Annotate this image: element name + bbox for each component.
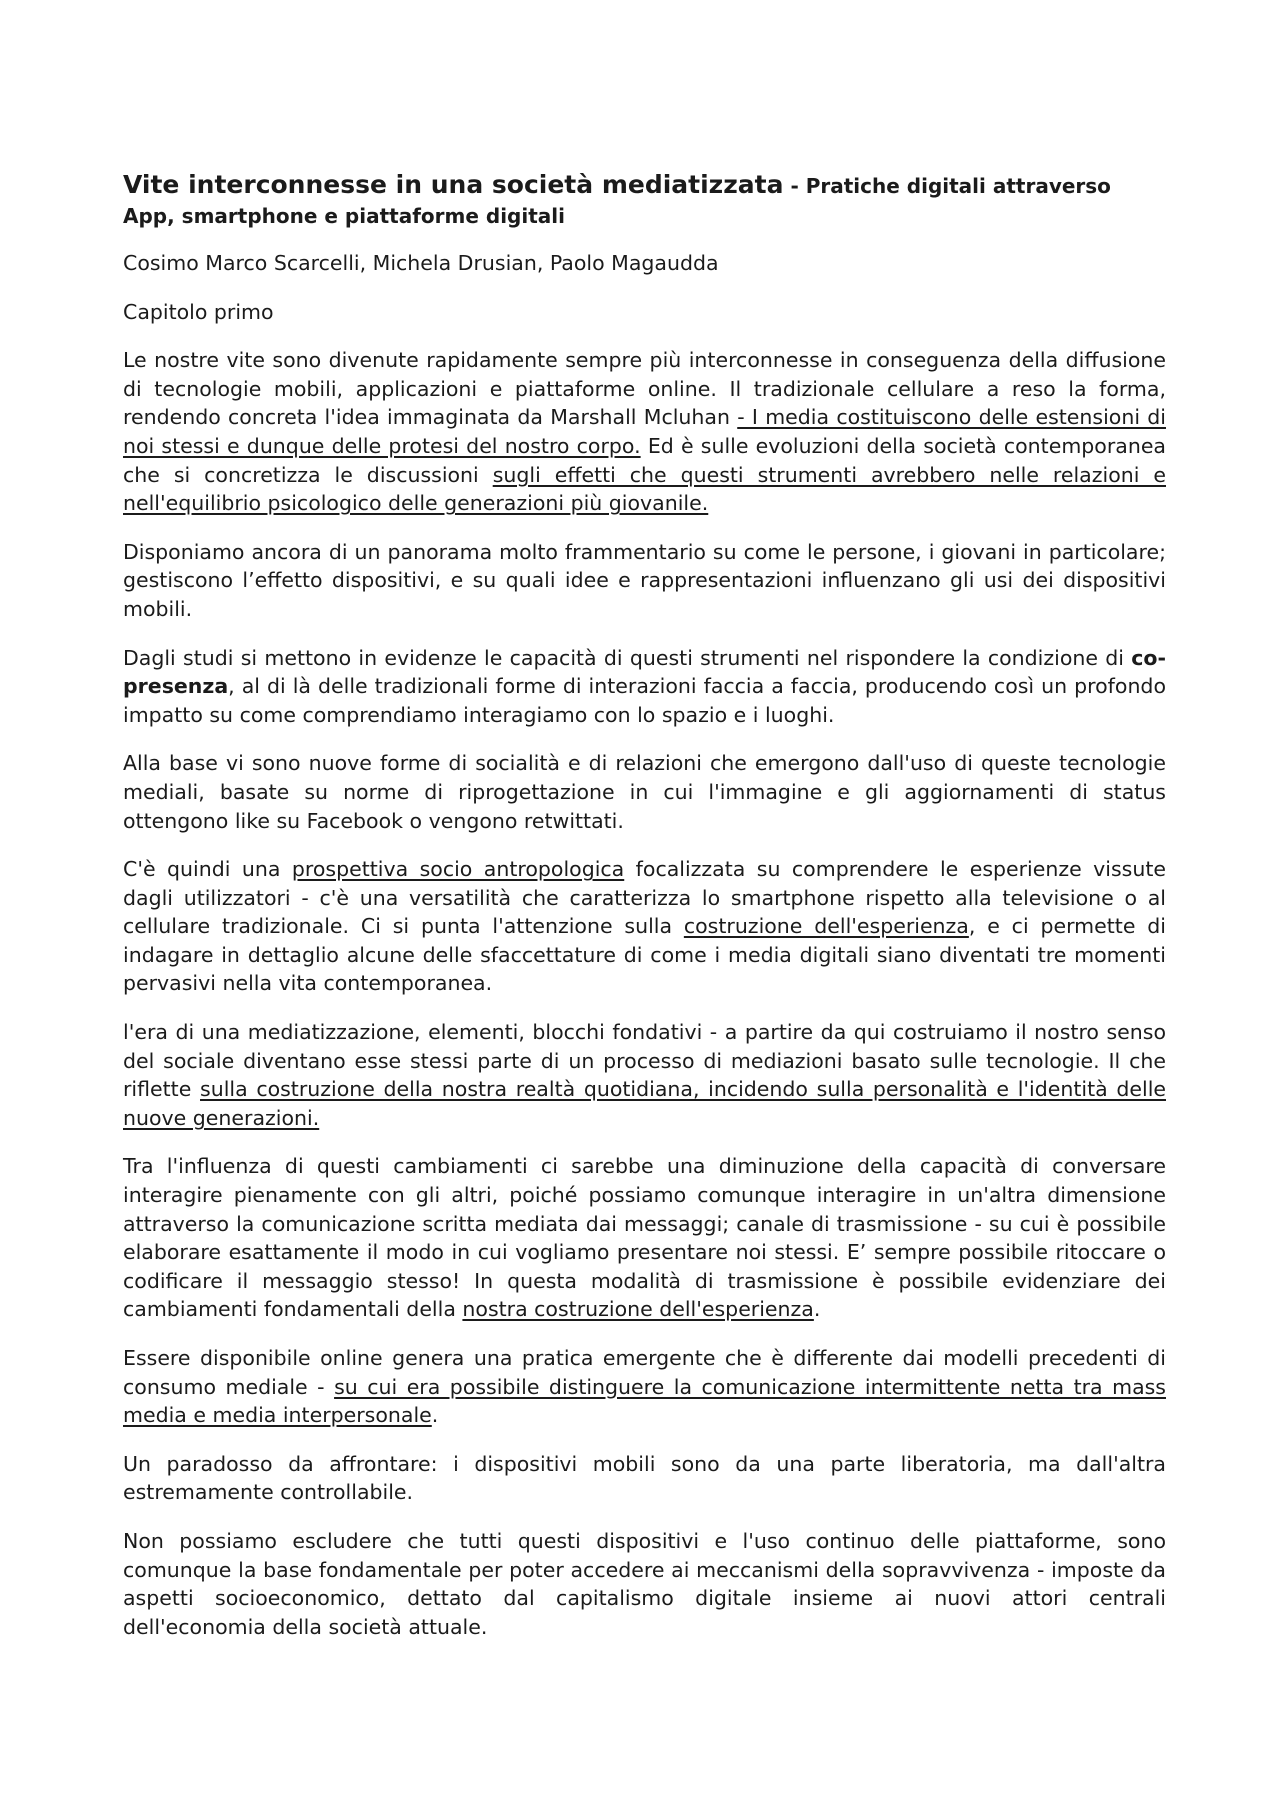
authors-line: Cosimo Marco Scarcelli, Michela Drusian, Paolo Magaudda [123, 251, 719, 275]
paragraph-4: Alla base vi sono nuove forme di socialità e di relazioni che emergono dall'uso di queste tecnologie mediali, basate su norme di riprogettazione in cui l'immagine e gli aggiornamenti di status ottengono like su Facebook o vengono retwittati. [123, 751, 1166, 833]
p5-text-e: , e ci permette di indagare in dettaglio alcune delle sfaccettature di come i media digitali siano diventati tre momenti pervasivi nella vita contemporanea. [123, 914, 1166, 996]
p6-underline-b: sulla costruzione della nostra realtà quotidiana, incidendo sulla personalità e l'identità delle nuove generazioni. [123, 1077, 1166, 1130]
paragraph-8 [123, 1344, 1166, 1430]
p1-text-c: Ed è sulle evoluzioni della società contemporanea che si concretizza le discussioni [123, 433, 1166, 487]
paragraph-5 [123, 855, 1166, 998]
p3-bold-term: co- presenza [123, 645, 1166, 699]
paragraph-6 [123, 1018, 1166, 1132]
p8-text-c: . [431, 1403, 439, 1428]
p7-underline-b: nostra costruzione dell'esperienza [462, 1297, 814, 1322]
p7-text-c: . [813, 1297, 821, 1322]
p6-text-a: l'era di una mediatizzazione, elementi, blocchi fondativi - a partire da qui costruiamo il nostro senso del sociale diventano esse stessi parte di un processo di mediazioni basato sulle tecnologie. Il che riflette [123, 1020, 1166, 1102]
p7-text-a: Tra l'influenza di questi cambiamenti ci sarebbe una diminuzione della capacità di conversare interagire pienamente con gli altri, poiché possiamo comunque interagire in un'altra dimensione attraverso la comunicazione scritta mediata dai messaggi; canale di trasmissione - su cui è possibile elaborare esattamente il modo in cui vogliamo presentare noi stessi. E’ sempre possibile ritoccare o codificare il messaggio stesso! In questa modalità di trasmissione è possibile evidenziare dei cambiamenti fondamentali della [123, 1154, 1166, 1322]
document-title [123, 170, 1166, 231]
paragraph-7 [123, 1152, 1166, 1324]
chapter-heading: Capitolo primo [123, 299, 274, 324]
p8-text-a: Essere disponibile online genera una pratica emergente che è differente dai modelli precedenti di consumo mediale - [123, 1346, 1166, 1399]
paragraph-3 [123, 644, 1166, 730]
document-page [123, 170, 1166, 1661]
paragraph-9: Un paradosso da affrontare: i dispositivi mobili sono da una parte liberatoria, ma dall'altra estremamente controllabile. [123, 1451, 1166, 1505]
p1-text-a: Le nostre vite sono divenute rapidamente sempre più interconnesse in conseguenza della diffusione di tecnologie mobili, applicazioni e piattaforme online. Il tradizionale cellulare a reso la forma, rendendo concreta l'idea immaginata da Marshall Mcluhan [123, 348, 1166, 430]
p8-underline-b: su cui era possibile distinguere la comunicazione intermittente netta tra mass media e media interpersonale [123, 1374, 1166, 1428]
paragraph-2: Disponiamo ancora di un panorama molto frammentario su come le persone, i giovani in particolare; gestiscono l’effetto dispositivi, e su quali idee e rappresentazioni influenzano gli usi dei dispositivi mobili. [123, 539, 1166, 621]
paragraph-1 [123, 346, 1166, 518]
p3-text-a: Dagli studi si mettono in evidenze le capacità di questi strumenti nel rispondere la condizione di [123, 645, 1132, 670]
p5-underline-b: prospettiva socio antropologica [291, 857, 625, 882]
paragraph-10: Non possiamo escludere che tutti questi dispositivi e l'uso continuo delle piattaforme, sono comunque la base fondamentale per poter accedere ai meccanismi della sopravvivenza - imposte da aspetti socioeconomico, dettato dal capitalismo digitale insieme ai nuovi attori centrali dell'economia della società attuale. [123, 1528, 1166, 1639]
p5-underline-d: costruzione dell'esperienza [683, 914, 969, 939]
p5-text-c: focalizzata su comprendere le esperienze vissute dagli utilizzatori - c'è una versatilità che caratterizza lo smartphone rispetto alla televisione o al cellulare tradizionale. Ci si punta l'attenzione sulla [123, 857, 1166, 939]
p5-text-a: C'è quindi una [123, 857, 292, 882]
p1-underline-d: sugli effetti che questi strumenti avrebbero nelle relazioni e nell'equilibrio psicologico delle generazioni più giovanile. [123, 462, 1166, 516]
title-main: Vite interconnesse in una società mediatizzata [123, 170, 784, 199]
title-subtitle: - Pratiche digitali attraverso App, smartphone e piattaforme digitali [123, 174, 1111, 228]
p3-text-c: , al di là delle tradizionali forme di interazioni faccia a faccia, producendo così un profondo impatto su come comprendiamo interagiamo con lo spazio e i luoghi. [123, 674, 1166, 727]
p1-underline-b: - I media costituiscono delle estensioni di noi stessi e dunque delle protesi del nostro corpo. [123, 405, 1166, 458]
